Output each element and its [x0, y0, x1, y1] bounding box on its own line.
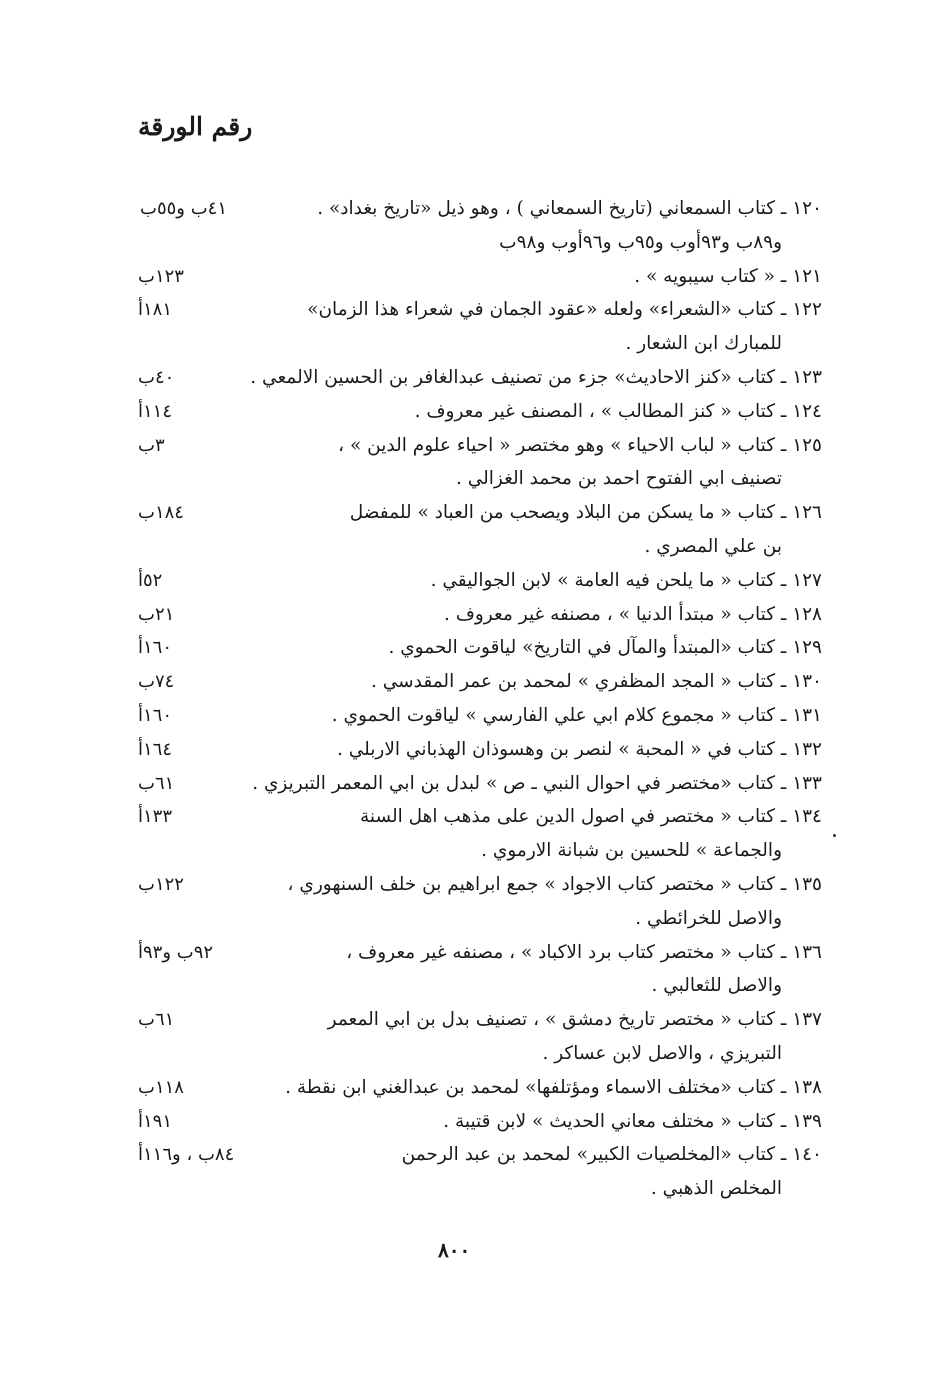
entry-line [0, 1003, 942, 1037]
entry-line [0, 868, 942, 902]
folio-number: ٦١ب [138, 772, 175, 794]
folio-number: ٦١ب [138, 1009, 175, 1031]
entry-line [0, 631, 942, 665]
entry-text: والاصل للثعالبي . [651, 975, 782, 997]
entry-text: ١٣١ ـ كتاب « مجموع كلام ابي علي الفارسي » لياقوت الحموي . [331, 704, 822, 726]
entry-text: ١٢٠ ـ كتاب السمعاني (تاريخ السمعاني ) ، وهو ذيل «تاريخ بغداد» . [317, 198, 822, 219]
entry-text: التبريزي ، والاصل لابن عساكر . [542, 1042, 782, 1064]
folio-number: ١٩١أ [138, 1110, 173, 1132]
entry-line [0, 530, 942, 564]
folio-number: ٣ب [138, 434, 165, 456]
entry-line [0, 361, 942, 395]
entry-text: و٨٩ب و٩٣أوب و٩٥ب و٩٦أوب و٩٨ب [499, 231, 782, 253]
entry-line [0, 293, 942, 327]
entry-text: ١٢٥ ـ كتاب « لباب الاحياء » وهو مختصر « احياء علوم الدين » ، [338, 434, 822, 456]
entry-text: والاصل للخرائطي . [635, 907, 782, 929]
entry-line [0, 260, 942, 294]
entry-line [0, 1071, 942, 1105]
entry-line [0, 1105, 942, 1139]
entry-line [0, 496, 942, 530]
entry-text: ١٣٣ ـ كتاب «مختصر في احوال النبي ـ ص » لبدل بن ابي المعمر التبريزي . [252, 772, 822, 794]
entry-line [0, 1172, 942, 1206]
entry-line [0, 429, 942, 463]
folio-number: ٢١ب [138, 603, 175, 625]
entry-line [0, 395, 942, 429]
folio-number: ٤٠ب [138, 366, 175, 388]
folio-number: ١٢٣ب [138, 265, 184, 287]
entry-line [0, 462, 942, 496]
entry-line [0, 767, 942, 801]
entry-text: تصنيف ابي الفتوح احمد بن محمد الغزالي . [455, 468, 782, 490]
entry-line [0, 1037, 942, 1071]
entry-line [0, 327, 942, 361]
page-header: رقم الورقة [138, 112, 253, 141]
entry-line [0, 665, 942, 699]
folio-number: ١٦٠أ [138, 704, 173, 726]
entry-line [0, 733, 942, 767]
entry-text: ١٣٤ ـ كتاب « مختصر في اصول الدين على مذهب اهل السنة [359, 806, 822, 828]
entry-line [0, 969, 942, 1003]
entry-line [0, 1138, 942, 1172]
entry-text: ١٣٧ ـ كتاب « مختصر تاريخ دمشق » ، تصنيف بدل بن ابي المعمر [327, 1009, 822, 1031]
entry-text: ١٢٧ ـ كتاب « ما يلحن فيه العامة » لابن الجواليقي . [430, 569, 822, 591]
entry-line [0, 800, 942, 834]
entry-text: للمبارك ابن الشعار . [625, 333, 782, 355]
folio-number: ١٢٢ب [138, 873, 184, 895]
entry-text: المخلص الذهبي . [650, 1178, 782, 1200]
entry-line [0, 936, 942, 970]
entry-text: ١٣٠ ـ كتاب « المجد المظفري » لمحمد بن عمر المقدسي . [370, 671, 822, 693]
entry-text: ١٢٣ ـ كتاب «كنز الاحاديث» جزء من تصنيف عبدالغافر بن الحسين الالمعي . [250, 366, 822, 388]
folio-number: ١١٨ب [138, 1076, 184, 1098]
entry-text: ١٢٩ ـ كتاب «المبتدأ والمآل في التاريخ» لياقوت الحموي . [388, 637, 822, 659]
entry-text: ١٣٦ ـ كتاب « مختصر كتاب برد الاكباد » ، مصنفه غير معروف ، [346, 941, 822, 963]
folio-number: ١٨١أ [138, 299, 173, 321]
folio-number: ٤١ب و٥٥ب [140, 198, 227, 219]
entry-line [0, 564, 942, 598]
folio-number: ١١٤أ [138, 400, 173, 422]
folio-number: ١٦٤أ [138, 738, 173, 760]
folio-number: ١٣٣أ [138, 806, 173, 828]
entry-text: ١٢٢ ـ كتاب «الشعراء» ولعله «عقود الجمان في شعراء هذا الزمان» [307, 299, 822, 321]
entry-line [0, 834, 942, 868]
entry-text: ١٣٩ ـ كتاب « مختلف معاني الحديث » لابن قتيبة . [443, 1110, 822, 1132]
folio-number: ١٨٤ب [138, 502, 184, 524]
entry-list [0, 192, 942, 1206]
ink-dot [833, 834, 836, 837]
folio-number: ٨٤ب ، و١١٦أ [138, 1144, 235, 1166]
entry-line [0, 598, 942, 632]
folio-number: ٧٤ب [138, 671, 175, 693]
entry-text: ١٣٥ ـ كتاب « مختصر كتاب الاجواد » جمع ابراهيم بن خلف السنهوري ، [287, 873, 822, 895]
entry-text: ١٢٦ ـ كتاب « ما يسكن من البلاد ويصحب من العباد » للمفضل [349, 502, 822, 524]
entry-text: ١٤٠ ـ كتاب «المخلصيات الكبير» لمحمد بن عبد الرحمن [401, 1144, 822, 1166]
entry-text: ١٣٢ ـ كتاب في « المحبة » لنصر بن وهسوذان الهذباني الاربلي . [336, 738, 822, 760]
entry-text: والجماعة » للحسين بن شبانة الارموي . [481, 840, 782, 862]
entry-text: ١٢٤ ـ كتاب « كنز المطالب » ، المصنف غير معروف . [414, 400, 822, 422]
entry-line [0, 192, 942, 226]
folio-number: ٩٢ب و٩٣أ [138, 941, 214, 963]
page-number: ٨٠٠ [438, 1238, 471, 1262]
entry-text: بن علي المصري . [644, 535, 782, 557]
folio-number: ٥٢أ [138, 569, 163, 591]
entry-line [0, 699, 942, 733]
folio-number: ١٦٠أ [138, 637, 173, 659]
entry-text: ١٢١ ـ « كتاب سيبويه » . [634, 265, 822, 287]
entry-text: ١٣٨ ـ كتاب «مختلف الاسماء ومؤتلفها» لمحمد بن عبدالغني ابن نقطة . [285, 1076, 822, 1098]
entry-line [0, 226, 942, 260]
entry-text: ١٢٨ ـ كتاب « مبتدأ الدنيا » ، مصنفه غير معروف . [443, 603, 822, 625]
entry-line [0, 902, 942, 936]
